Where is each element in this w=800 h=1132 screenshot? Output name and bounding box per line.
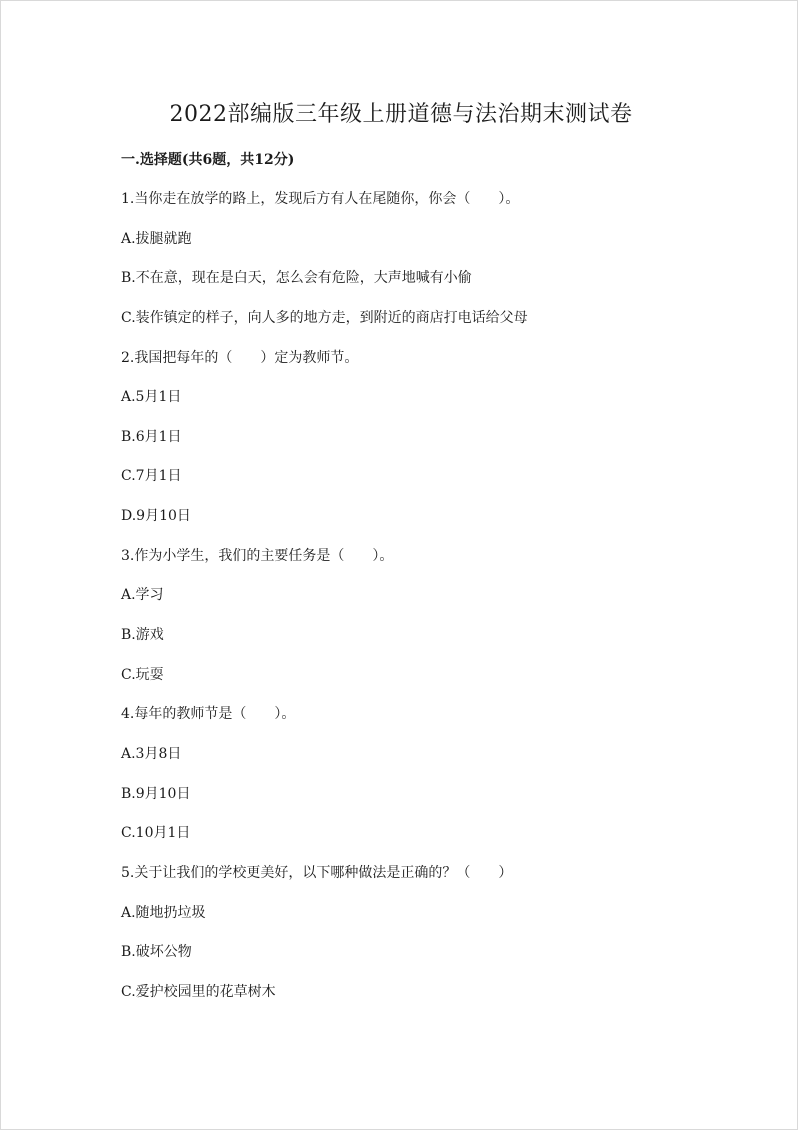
section-heading: 一.选择题(共6题，共12分)	[121, 152, 295, 168]
question-4: 4.每年的教师节是（ ）。	[121, 706, 296, 723]
question-1-option-b: B.不在意，现在是白天，怎么会有危险，大声地喊有小偷	[121, 270, 472, 287]
question-list	[121, 187, 721, 1019]
question-1-option-c: C.装作镇定的样子，向人多的地方走，到附近的商店打电话给父母	[121, 309, 528, 326]
question-1-option-a: A.拔腿就跑	[121, 230, 192, 247]
question-5: 5.关于让我们的学校更美好，以下哪种做法是正确的？（ ）	[121, 864, 513, 881]
document-title: 2022部编版三年级上册道德与法治期末测试卷	[169, 102, 633, 127]
question-4-option-a: A.3月8日	[121, 745, 182, 762]
question-5-option-a: A.随地扔垃圾	[121, 904, 206, 921]
question-4-option-c: C.10月1日	[121, 825, 191, 842]
question-5-option-c: C.爱护校园里的花草树木	[121, 983, 276, 1000]
question-4-option-b: B.9月10日	[121, 785, 191, 802]
question-2: 2.我国把每年的（ ）定为教师节。	[121, 349, 359, 366]
question-2-option-b: B.6月1日	[121, 428, 182, 445]
question-3-option-c: C.玩耍	[121, 666, 164, 683]
question-3-option-a: A.学习	[121, 587, 164, 604]
question-3: 3.作为小学生，我们的主要任务是（ ）。	[121, 547, 394, 564]
question-2-option-a: A.5月1日	[121, 389, 182, 406]
question-1: 1.当你走在放学的路上，发现后方有人在尾随你，你会（ ）。	[121, 191, 520, 207]
question-5-option-b: B.破坏公物	[121, 944, 192, 961]
question-2-option-d: D.9月10日	[121, 508, 191, 525]
question-3-option-b: B.游戏	[121, 627, 164, 644]
question-2-option-c: C.7月1日	[121, 468, 182, 485]
